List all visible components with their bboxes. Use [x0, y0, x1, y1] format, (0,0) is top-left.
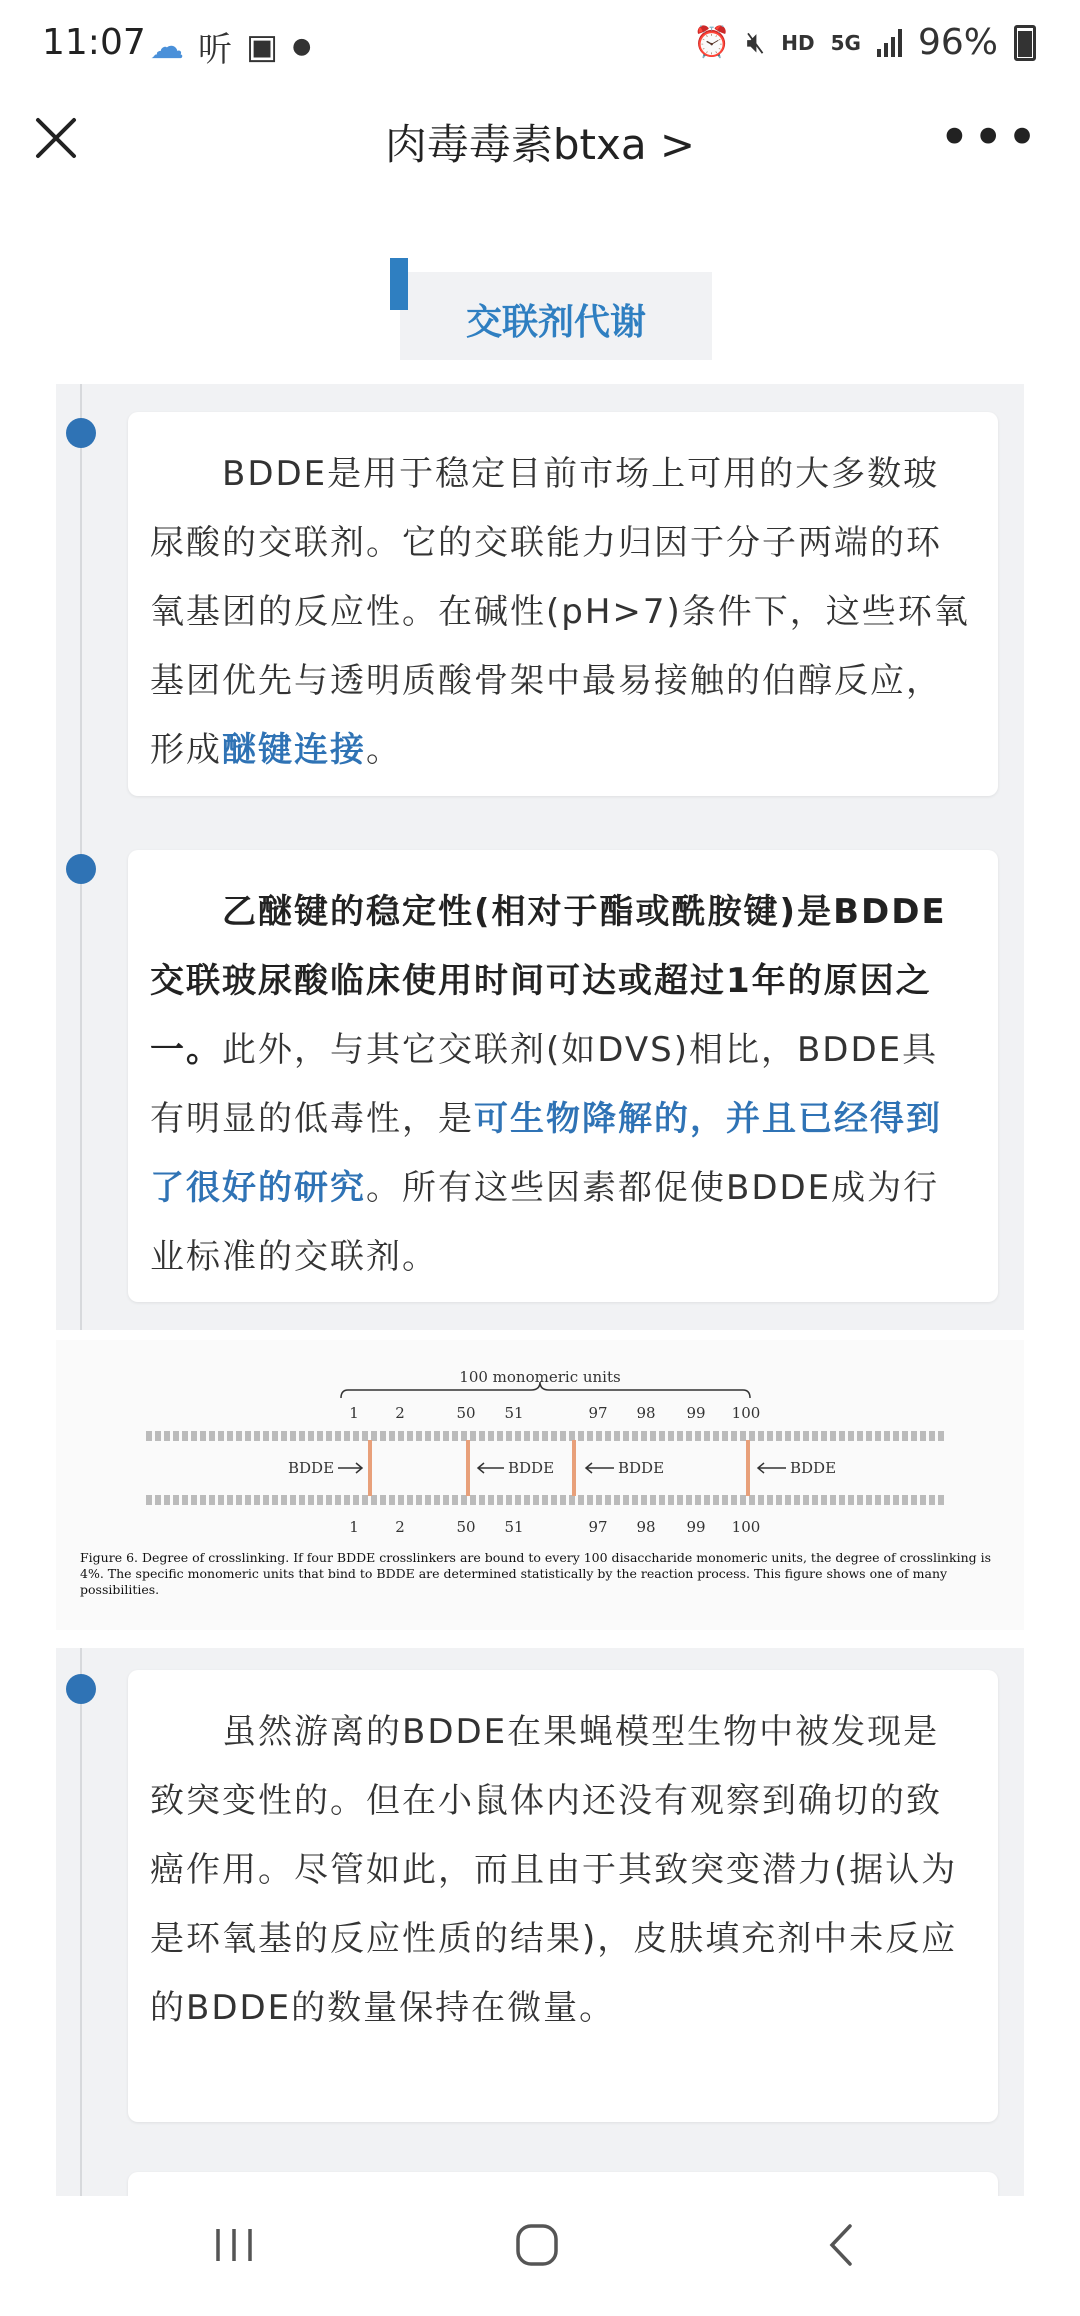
top-nav	[0, 92, 1080, 192]
dot-icon: ●	[292, 34, 312, 59]
section-title: 交联剂代谢	[465, 302, 646, 343]
fig-unit-top-7: 100	[731, 1404, 761, 1422]
timeline-dot	[66, 854, 96, 884]
card3-text: 虽然游离的BDDE在果蝇模型生物中被发现是致突变性的。但在小鼠体内还没有观察到确切的致癌作用。尽管如此，而且由于其致突变潜力(据认为是环氧基的反应性质的结果)，皮肤填充剂中未反应的BDDE的数量保持在微量。	[150, 1712, 958, 2028]
fig-unit-top-5: 98	[636, 1404, 656, 1422]
fig-unit-bottom-2: 50	[456, 1518, 476, 1536]
battery-percent: 96%	[917, 22, 998, 63]
card1-text: BDDE是用于稳定目前市场上可用的大多数玻尿酸的交联剂。它的交联能力归因于分子两端的环氧基团的反应性。在碱性(pH>7)条件下，这些环氧基团优先与透明质酸骨架中最易接触的伯醇反应，形成	[150, 454, 970, 770]
mute-icon: 🔇︎	[746, 25, 766, 60]
fig-unit-bottom-1: 2	[395, 1518, 405, 1536]
fig-unit-bottom-5: 98	[636, 1518, 656, 1536]
fig-unit-top-4: 97	[588, 1404, 608, 1422]
fig-unit-bottom-0: 1	[349, 1518, 359, 1536]
back-icon[interactable]	[826, 2222, 856, 2279]
signal-icon	[877, 29, 902, 57]
home-icon[interactable]	[514, 2222, 560, 2279]
network-5g: 5G	[830, 30, 861, 55]
network-hd: HD	[781, 30, 815, 55]
fig-units-top	[349, 1404, 760, 1422]
arrow-right-icon	[338, 1463, 362, 1473]
fig-caption: Figure 6. Degree of crosslinking. If four BDDE crosslinkers are bound to every 100 disaccharide monomeric units, the degree of crosslinking is 4%. The specific monomeric units that bind to BDDE are determined statistically by the reaction process. This figure shows one of many possibilities.	[80, 1550, 992, 1597]
fig-unit-bottom-6: 99	[686, 1518, 706, 1536]
card2-text: 此外，与其它交联剂(如DVS)相比，BDDE具有明显的低毒性，是	[150, 1030, 939, 1139]
fig-unit-bottom-4: 97	[588, 1518, 608, 1536]
fig-unit-top-0: 1	[349, 1404, 359, 1422]
battery-icon	[1014, 25, 1036, 61]
timeline-line	[80, 1648, 82, 2196]
status-bar	[0, 0, 1080, 92]
arrow-left-icon	[758, 1463, 786, 1473]
more-icon[interactable]: •••	[938, 106, 1040, 169]
fig-bdde-label: BDDE	[790, 1459, 837, 1477]
fig-bdde-label: BDDE	[618, 1459, 665, 1477]
card1-highlight: 醚键连接	[222, 730, 366, 770]
recent-apps-icon[interactable]	[212, 2222, 258, 2276]
fig-unit-top-3: 51	[504, 1404, 524, 1422]
fig-unit-top-1: 2	[395, 1404, 405, 1422]
app-badge: 听	[198, 30, 232, 70]
fig-top-label: 100 monomeric units	[459, 1368, 621, 1386]
fig-crosslink-bar	[572, 1440, 576, 1496]
fig-caption-box	[80, 1550, 1010, 1626]
timeline-dot	[66, 418, 96, 448]
fig-unit-top-2: 50	[456, 1404, 476, 1422]
alarm-icon: ⏰	[693, 25, 731, 60]
content-card: 乙醚键的稳定性(相对于酯或酰胺键)是BDDE交联玻尿酸临床使用时间可达或超过1年的原因之一。此外，与其它交联剂(如DVS)相比，BDDE具有明显的低毒性，是可生物降解的，并且已经得到了很好的研究。所有这些因素都促使BDDE成为行业标准的交联剂。	[128, 850, 998, 1302]
fig-units-bottom	[349, 1518, 760, 1536]
card2-highlight: 可生物降解的，并且已经得到了很好的研究	[150, 1099, 942, 1208]
arrow-left-icon	[586, 1463, 614, 1473]
timeline-dot	[66, 1674, 96, 1704]
fig-unit-top-6: 99	[686, 1404, 706, 1422]
status-time: 11:07	[42, 22, 146, 63]
fig-bdde-label: BDDE	[508, 1459, 555, 1477]
fig-crosslink-bar	[368, 1440, 372, 1496]
fig-bdde-label: BDDE	[288, 1459, 335, 1477]
fig-crosslink-bar	[746, 1440, 750, 1496]
content-card	[128, 1670, 998, 2122]
content-card: BDDE是用于稳定目前市场上可用的大多数玻尿酸的交联剂。它的交联能力归因于分子两端的环氧基团的反应性。在碱性(pH>7)条件下，这些环氧基团优先与透明质酸骨架中最易接触的伯醇反应，形成醚键连接。	[128, 412, 998, 796]
crosslinking-figure	[56, 1340, 1024, 1630]
crosslinking-diagram	[56, 1340, 1024, 1630]
page-title[interactable]: 肉毒毒素btxa >	[384, 120, 696, 169]
cloud-icon: ☁	[150, 26, 184, 67]
image-icon: ▣	[246, 26, 279, 67]
card2-bold-text: 乙醚键的稳定性(相对于酯或酰胺键)是BDDE交联玻尿酸临床使用时间可达或超过1年的原因之一。	[150, 892, 947, 1070]
system-nav-bar	[0, 2196, 1080, 2316]
fig-crosslink-bar	[466, 1440, 470, 1496]
arrow-left-icon	[478, 1463, 504, 1473]
fig-unit-bottom-3: 51	[504, 1518, 524, 1536]
fig-unit-bottom-7: 100	[731, 1518, 761, 1536]
